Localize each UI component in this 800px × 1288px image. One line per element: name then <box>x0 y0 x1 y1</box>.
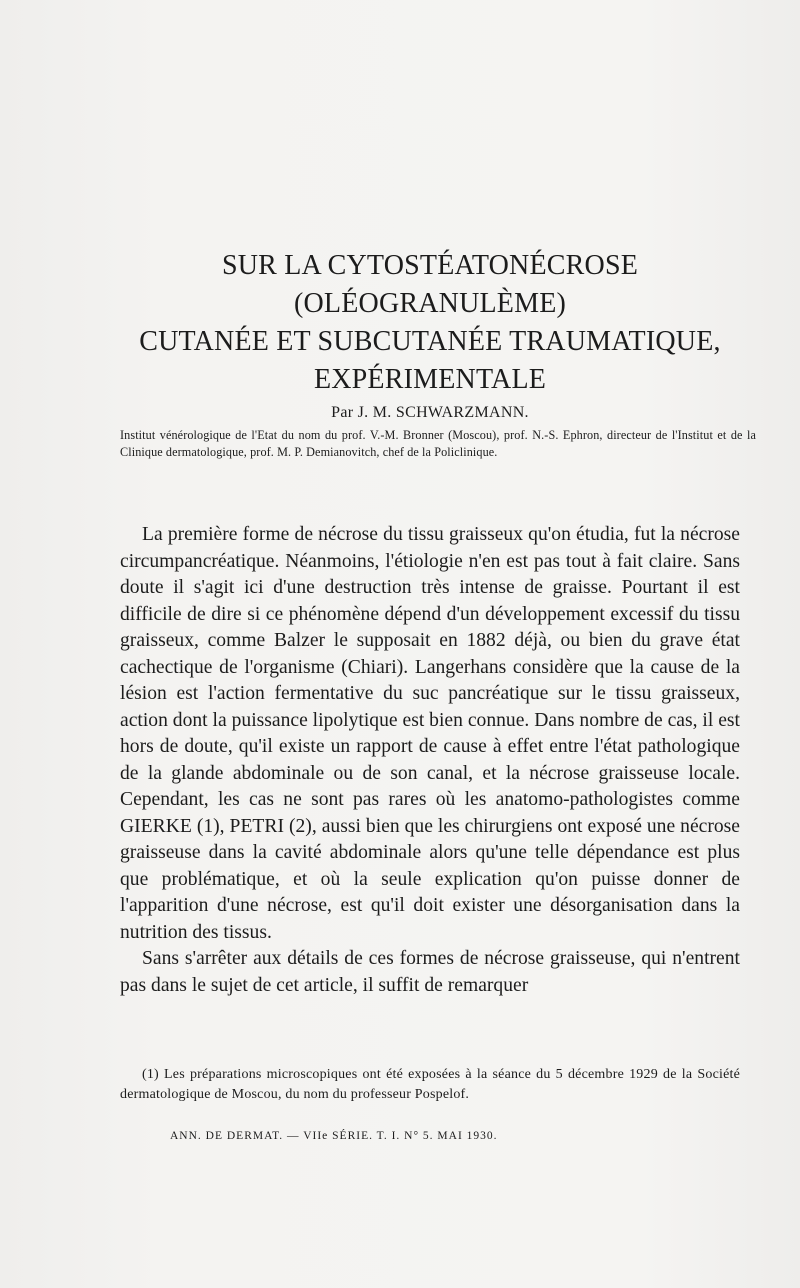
title-line: CUTANÉE ET SUBCUTANÉE TRAUMATIQUE, <box>139 326 721 357</box>
footnote: (1) Les préparations microscopiques ont été exposées à la séance du 5 décembre 1929 de la Société dermatologique de Moscou, du nom du professeur Pospelof. <box>120 1067 740 1102</box>
title-line: EXPÉRIMENTALE <box>313 364 547 395</box>
title-line: (OLÉOGRANULÈME) <box>293 288 567 319</box>
article-title <box>100 247 760 399</box>
affiliation-text: Institut vénérologique de l'Etat du nom du prof. V.-M. Bronner (Moscou), prof. N.-S. Ephron, directeur de l'Institut et de la Clinique dermatologique, prof. M. P. Demianovitch, chef de la Policlinique. <box>120 428 756 459</box>
body-paragraph: Sans s'arrêter aux détails de ces formes de nécrose graisseuse, qui n'entrent pas dans le sujet de cet article, il suffit de remarquer <box>120 948 740 996</box>
author-line: Par J. M. SCHWARZMANN. <box>331 404 529 421</box>
article-body <box>120 522 740 999</box>
running-footer: ANN. DE DERMAT. — VIIe SÉRIE. T. I. N° 5. MAI 1930. <box>170 1130 498 1142</box>
title-line: SUR LA CYTOSTÉATONÉCROSE <box>221 250 639 281</box>
body-paragraph: La première forme de nécrose du tissu graisseux qu'on étudia, fut la nécrose circumpancréatique. Néanmoins, l'étiologie n'en est pas tout à fait claire. Sans doute il s'agit ici d'une destruction très intense de graisse. Pourtant il est difficile de dire si ce phénomène dépend d'un développement excessif du tissu graisseux, comme Balzer le supposait en 1882 déjà, ou bien du grave état cachectique de l'organisme (Chiari). Langerhans considère que la cause de la lésion est l'action fermentative du suc pancréatique sur le tissu graisseux, action dont la puissance lipolytique est bien connue. Dans nombre de cas, il est hors de doute, qu'il existe un rapport de cause à effet entre l'état pathologique de la glande abdominale ou de son canal, et la nécrose graisseuse locale. Cependant, les cas ne sont pas rares où les anatomo-pathologistes comme GIERKE (1), PETRI (2), aussi bien que les chirurgiens ont exposé une nécrose graisseuse dans la cavité abdominale alors qu'une telle dépendance est plus que problématique, et où la seule explication qu'on puisse donner de l'apparition d'une nécrose, est qu'il doit exister une désorganisation dans la nutrition des tissus. <box>120 524 740 943</box>
